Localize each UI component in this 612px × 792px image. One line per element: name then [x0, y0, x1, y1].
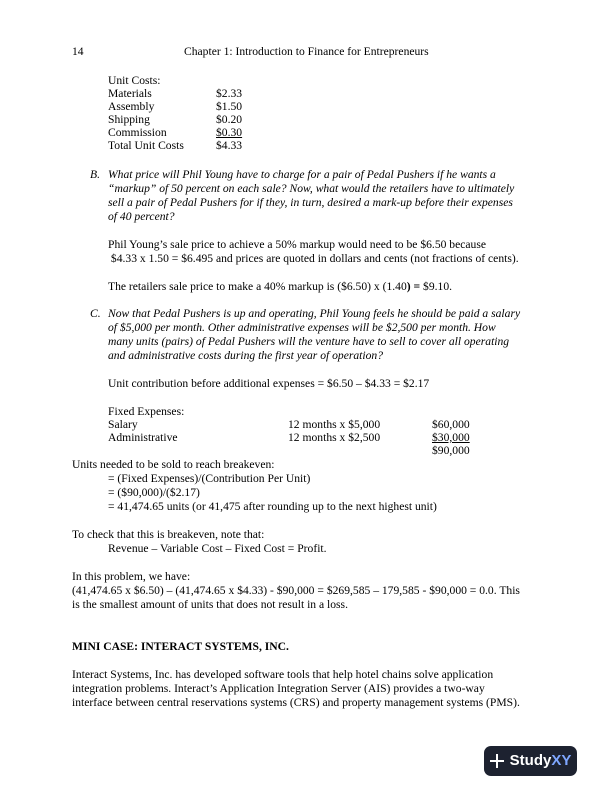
question-c-line: many units (pairs) of Pedal Pushers will the venture have to sell to cover all operating: [108, 335, 510, 348]
fixed-expense-label: Administrative: [108, 431, 178, 444]
unit-costs-heading: Unit Costs:: [108, 74, 161, 87]
chapter-title: Chapter 1: Introduction to Finance for Entrepreneurs: [184, 45, 429, 58]
check-intro: To check that this is breakeven, note that:: [72, 528, 265, 541]
unit-cost-value: $4.33: [216, 139, 243, 152]
unit-cost-label: Shipping: [108, 113, 150, 126]
mini-case-line: integration problems. Interact’s Application Integration Server (AIS) provides a two-way: [72, 682, 485, 695]
question-c-line: of $5,000 per month. Other administrative expenses will be $2,500 per month. How: [108, 321, 496, 334]
badge-brand-suffix: XY: [551, 752, 572, 770]
unit-cost-value: $0.30: [216, 126, 243, 139]
profit-formula: Revenue – Variable Cost – Fixed Cost = Profit.: [108, 542, 327, 555]
unit-contribution-line: Unit contribution before additional expenses = $6.50 – $4.33 = $2.17: [108, 377, 430, 390]
fixed-expense-total: $90,000: [432, 444, 470, 457]
badge-brand: [509, 752, 572, 770]
fixed-expense-label: Salary: [108, 418, 138, 431]
page-number: 14: [72, 45, 84, 58]
mini-case-line: interface between central reservations systems (CRS) and property management systems (PMS).: [72, 696, 520, 709]
problem-intro: In this problem, we have:: [72, 570, 191, 583]
question-c-marker: C.: [90, 307, 101, 320]
breakeven-step: = ($90,000)/($2.17): [108, 486, 200, 499]
fixed-expense-calc: 12 months x $2,500: [288, 431, 381, 444]
unit-cost-label: Total Unit Costs: [108, 139, 184, 152]
unit-cost-value: $2.33: [216, 87, 243, 100]
mini-case-line: Interact Systems, Inc. has developed software tools that help hotel chains solve application: [72, 668, 494, 681]
question-c-line: and administrative costs during the first year of operation?: [108, 349, 384, 362]
mini-case-title: MINI CASE: INTERACT SYSTEMS, INC.: [72, 640, 289, 653]
breakeven-step: = 41,474.65 units (or 41,475 after rounding up to the next highest unit): [108, 500, 437, 513]
unit-cost-label: Commission: [108, 126, 167, 139]
unit-cost-label: Materials: [108, 87, 152, 100]
studyxy-badge[interactable]: [484, 746, 577, 776]
breakeven-step: = (Fixed Expenses)/(Contribution Per Unit): [108, 472, 311, 485]
retail-price-text: The retailers sale price to make a 40% markup is ($6.50) x (1.40: [108, 280, 407, 293]
answer-b-line: $4.33 x 1.50 = $6.495 and prices are quoted in dollars and cents (not fractions of cents).: [108, 252, 519, 265]
retail-price-bold: ) =: [406, 280, 421, 293]
question-b-line: “markup” of 50 percent on each sale? Now, what would the retailers have to ultimately: [108, 182, 515, 195]
question-b-line: sell a pair of Pedal Pushers for if they, in turn, desired a mark-up before their expenses: [108, 196, 513, 209]
retail-price-line: [108, 280, 452, 293]
unit-cost-value: $1.50: [216, 100, 243, 113]
breakeven-intro: Units needed to be sold to reach breakeven:: [72, 458, 275, 471]
question-b-line: of 40 percent?: [108, 210, 175, 223]
fixed-expense-calc: 12 months x $5,000: [288, 418, 381, 431]
badge-brand-prefix: Study: [509, 752, 552, 770]
unit-cost-value: $0.20: [216, 113, 243, 126]
question-b-marker: B.: [90, 168, 100, 181]
fixed-expenses-heading: Fixed Expenses:: [108, 405, 185, 418]
question-c-line: Now that Pedal Pushers is up and operating, Phil Young feels he should be paid a salary: [108, 307, 521, 320]
question-b-line: What price will Phil Young have to charge for a pair of Pedal Pushers if he wants a: [108, 168, 496, 181]
breakeven-calc-line: (41,474.65 x $6.50) – (41,474.65 x $4.33) - $90,000 = $269,585 – 179,585 - $90,000 = 0.0. This: [72, 584, 520, 597]
fixed-expense-amount: $30,000: [432, 431, 470, 444]
unit-cost-label: Assembly: [108, 100, 155, 113]
breakeven-calc-line: is the smallest amount of units that does not result in a loss.: [72, 598, 348, 611]
answer-b-line: Phil Young’s sale price to achieve a 50% markup would need to be $6.50 because: [108, 238, 486, 251]
plus-icon: [490, 754, 504, 768]
fixed-expense-amount: $60,000: [432, 418, 470, 431]
retail-price-result: $9.10.: [420, 280, 453, 293]
